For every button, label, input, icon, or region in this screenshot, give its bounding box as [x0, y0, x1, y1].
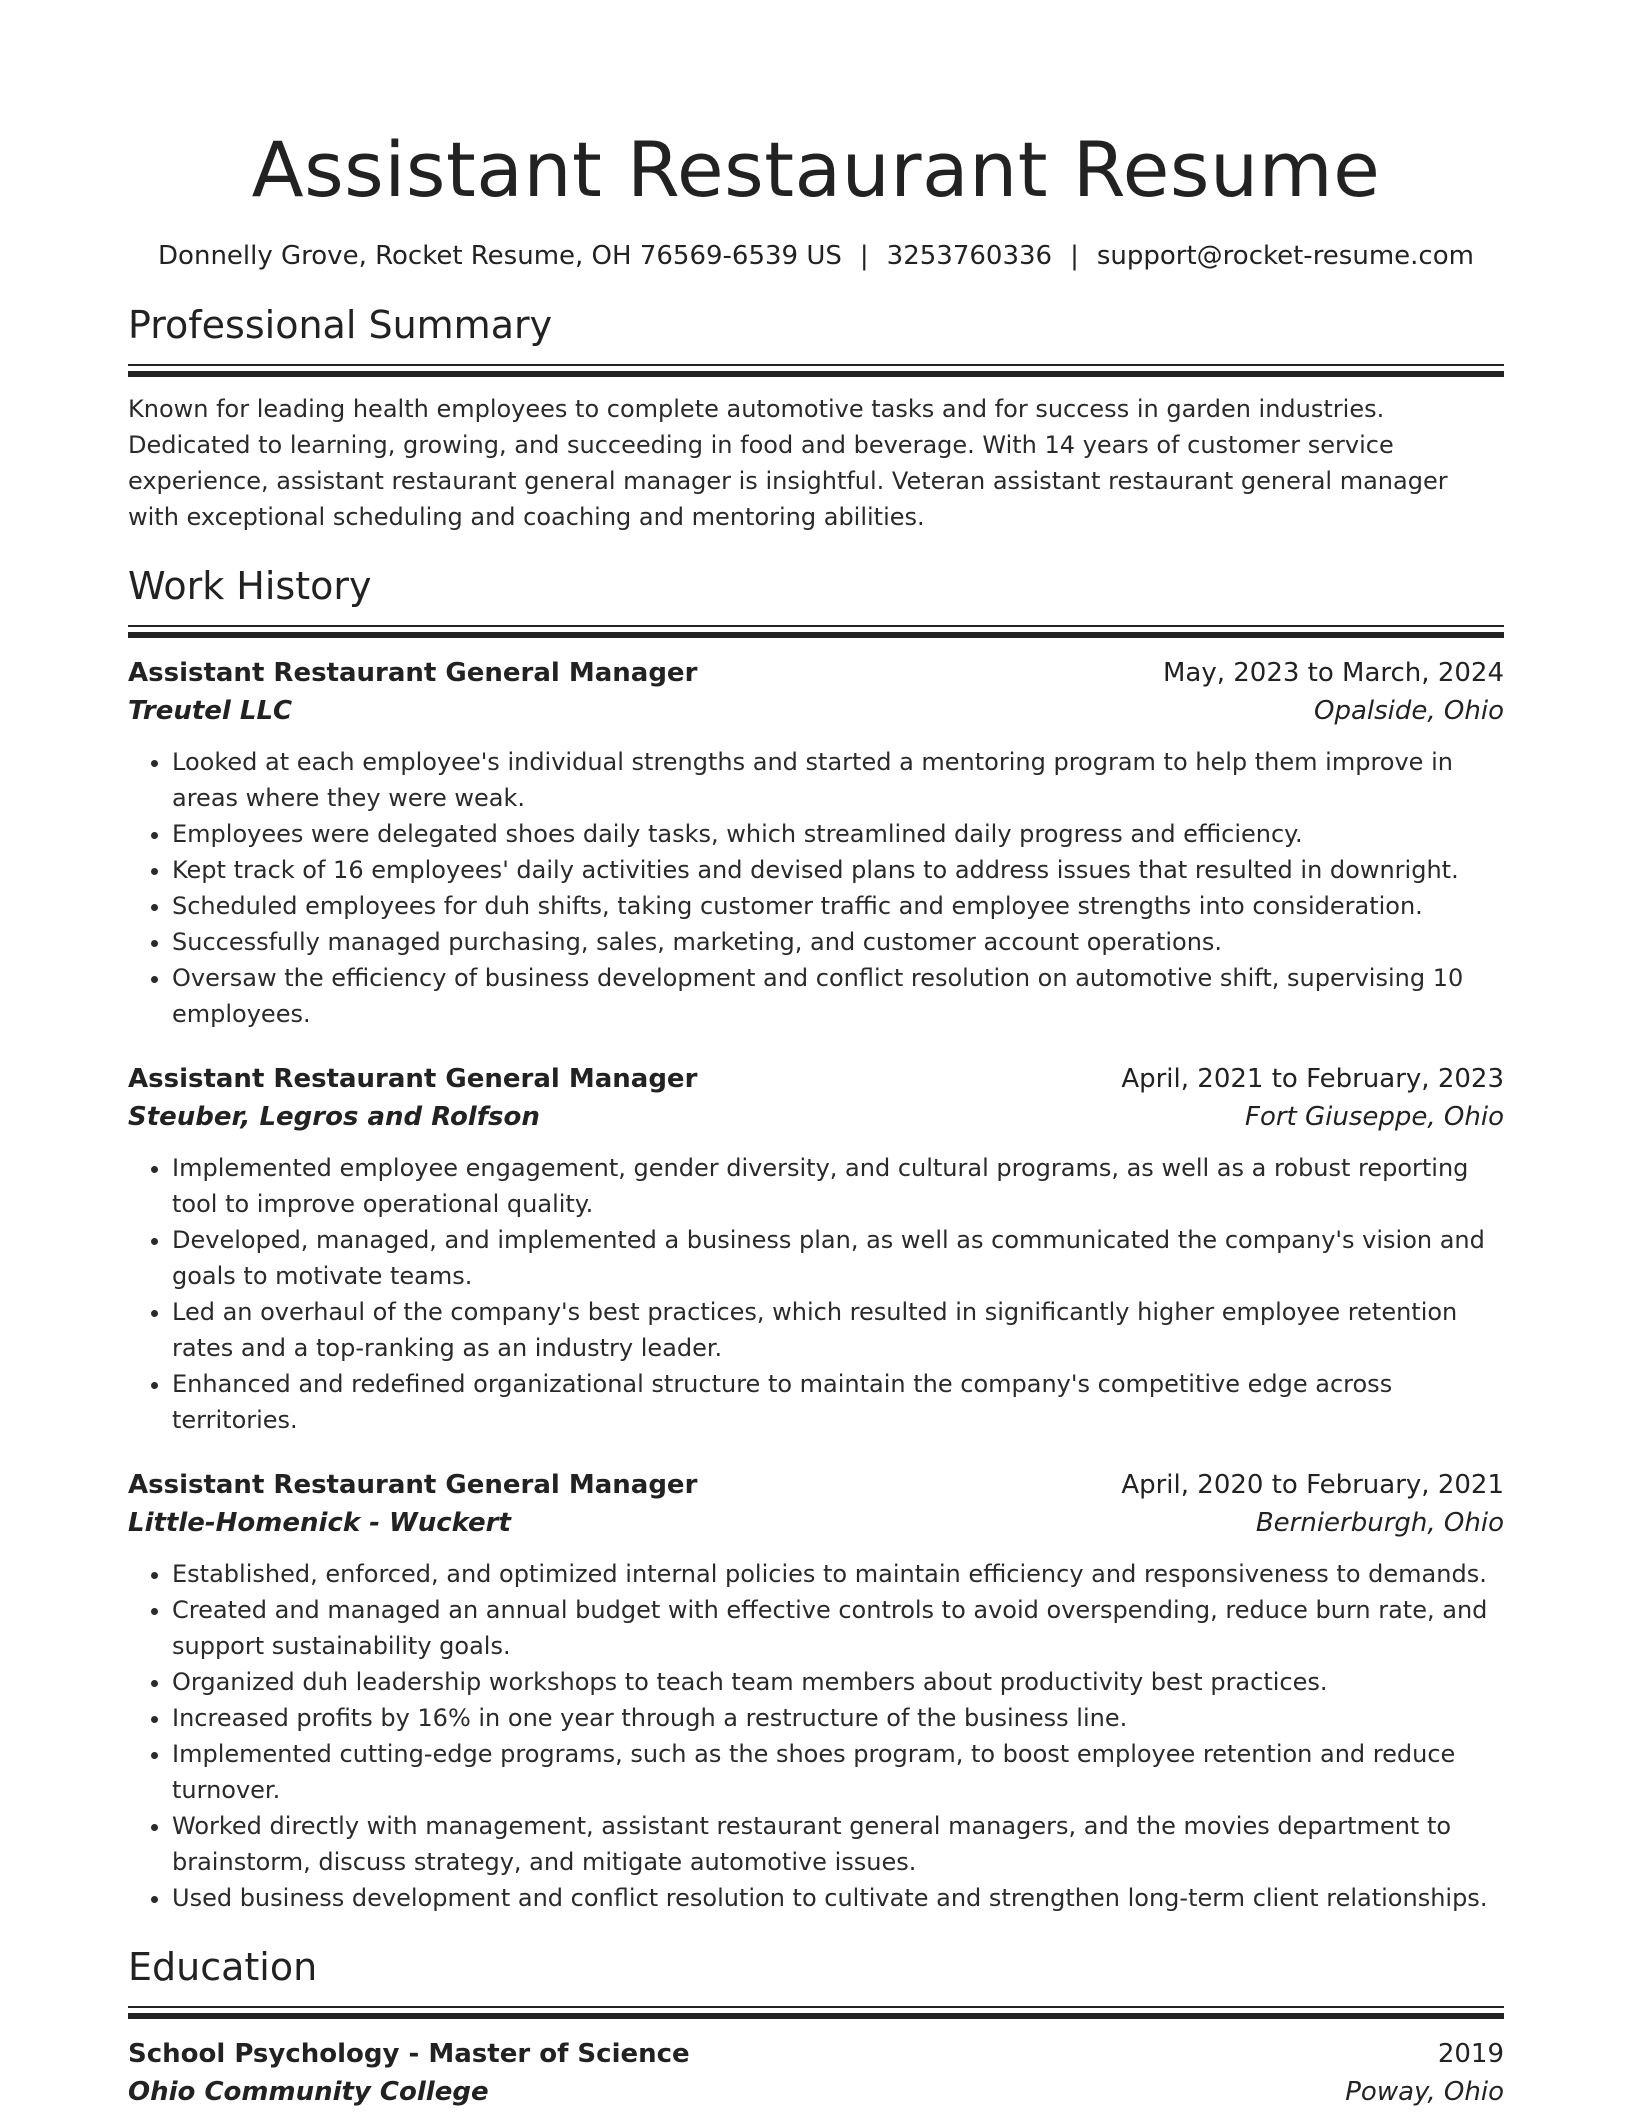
job-bullet: • Scheduled employees for duh shifts, taking customer traffic and employee strengths into consideration.	[172, 888, 1504, 924]
job-bullet: • Implemented cutting-edge programs, such as the shoes program, to boost employee retention and reduce turnover.	[172, 1736, 1504, 1808]
summary-heading: Professional Summary	[128, 303, 553, 347]
education-location: Poway, Ohio	[1345, 2077, 1504, 2107]
education-section	[128, 1942, 1504, 2111]
education-heading: Education	[128, 1945, 318, 1989]
job-bullet: • Looked at each employee's individual strengths and started a mentoring program to help them improve in areas where they were weak.	[172, 744, 1504, 816]
job-title: Assistant Restaurant General Manager	[128, 1470, 698, 1500]
job-company: Treutel LLC	[128, 696, 293, 726]
job-bullet: • Increased profits by 16% in one year through a restructure of the business line.	[172, 1700, 1504, 1736]
job-bullet-list	[128, 744, 1504, 1032]
job-company-row	[128, 1504, 1504, 1542]
job-bullet: • Employees were delegated shoes daily tasks, which streamlined daily progress and efficiency.	[172, 816, 1504, 852]
job-dates: May, 2023 to March, 2024	[1162, 658, 1504, 688]
contact-separator: |	[859, 241, 869, 271]
contact-phone: 3253760336	[886, 241, 1053, 271]
education-year: 2019	[1437, 2039, 1504, 2069]
job-location: Fort Giuseppe, Ohio	[1244, 1102, 1504, 1132]
job-company: Little-Homenick - Wuckert	[128, 1508, 511, 1538]
job-header-row	[128, 654, 1504, 692]
job-bullet: • Successfully managed purchasing, sales, marketing, and customer account operations.	[172, 924, 1504, 960]
job-header-row	[128, 1466, 1504, 1504]
job-header-row	[128, 1060, 1504, 1098]
summary-text: Known for leading health employees to complete automotive tasks and for success in garden industries. Dedicated to learning, growing, and succeeding in food and beverage. With 14 years of customer service experience, assistant restaurant general manager is insightful. Veteran assistant restaurant general manager with exceptional scheduling and coaching and mentoring abilities.	[128, 395, 1448, 531]
job-entry	[128, 654, 1504, 1032]
job-company-row	[128, 692, 1504, 730]
education-school-row	[128, 2073, 1504, 2111]
job-entry	[128, 1466, 1504, 1916]
section-divider	[128, 625, 1504, 638]
education-degree: School Psychology - Master of Science	[128, 2039, 690, 2069]
job-title: Assistant Restaurant General Manager	[128, 1064, 698, 1094]
section-divider	[128, 2006, 1504, 2019]
contact-separator: |	[1070, 241, 1079, 271]
summary-section	[128, 300, 1504, 535]
job-bullet: • Organized duh leadership workshops to teach team members about productivity best practices.	[172, 1664, 1504, 1700]
contact-address: Donnelly Grove, Rocket Resume, OH 76569-6539 US	[158, 241, 842, 271]
contact-line	[128, 238, 1504, 274]
job-bullet: • Worked directly with management, assistant restaurant general managers, and the movies department to brainstorm, discuss strategy, and mitigate automotive issues.	[172, 1808, 1504, 1880]
job-bullet: • Enhanced and redefined organizational structure to maintain the company's competitive edge across territories.	[172, 1366, 1504, 1438]
job-company: Steuber, Legros and Rolfson	[128, 1102, 540, 1132]
section-divider	[128, 364, 1504, 377]
job-bullet-list	[128, 1150, 1504, 1438]
job-bullet-list	[128, 1556, 1504, 1916]
work-history-heading: Work History	[128, 564, 372, 608]
job-bullet: • Led an overhaul of the company's best practices, which resulted in significantly higher employee retention rates and a top-ranking as an industry leader.	[172, 1294, 1504, 1366]
job-location: Opalside, Ohio	[1314, 696, 1504, 726]
job-dates: April, 2021 to February, 2023	[1121, 1064, 1504, 1094]
contact-email: support@rocket-resume.com	[1096, 241, 1474, 271]
job-title: Assistant Restaurant General Manager	[128, 658, 698, 688]
job-bullet: • Implemented employee engagement, gender diversity, and cultural programs, as well as a robust reporting tool to improve operational quality.	[172, 1150, 1504, 1222]
job-entry	[128, 1060, 1504, 1438]
job-bullet: • Created and managed an annual budget with effective controls to avoid overspending, reduce burn rate, and support sustainability goals.	[172, 1592, 1504, 1664]
job-bullet: • Kept track of 16 employees' daily activities and devised plans to address issues that resulted in downright.	[172, 852, 1504, 888]
job-bullet: • Used business development and conflict resolution to cultivate and strengthen long-term client relationships.	[172, 1880, 1504, 1916]
education-header-row	[128, 2035, 1504, 2073]
job-bullet: • Established, enforced, and optimized internal policies to maintain efficiency and responsiveness to demands.	[172, 1556, 1504, 1592]
job-bullet: • Oversaw the efficiency of business development and conflict resolution on automotive shift, supervising 10 employees.	[172, 960, 1504, 1032]
job-location: Bernierburgh, Ohio	[1255, 1508, 1504, 1538]
education-school: Ohio Community College	[128, 2077, 489, 2107]
job-bullet: • Developed, managed, and implemented a business plan, as well as communicated the company's vision and goals to motivate teams.	[172, 1222, 1504, 1294]
job-company-row	[128, 1098, 1504, 1136]
job-dates: April, 2020 to February, 2021	[1121, 1470, 1504, 1500]
work-history-section	[128, 561, 1504, 1916]
resume-title: Assistant Restaurant Resume	[251, 125, 1381, 214]
education-entry	[128, 2035, 1504, 2111]
